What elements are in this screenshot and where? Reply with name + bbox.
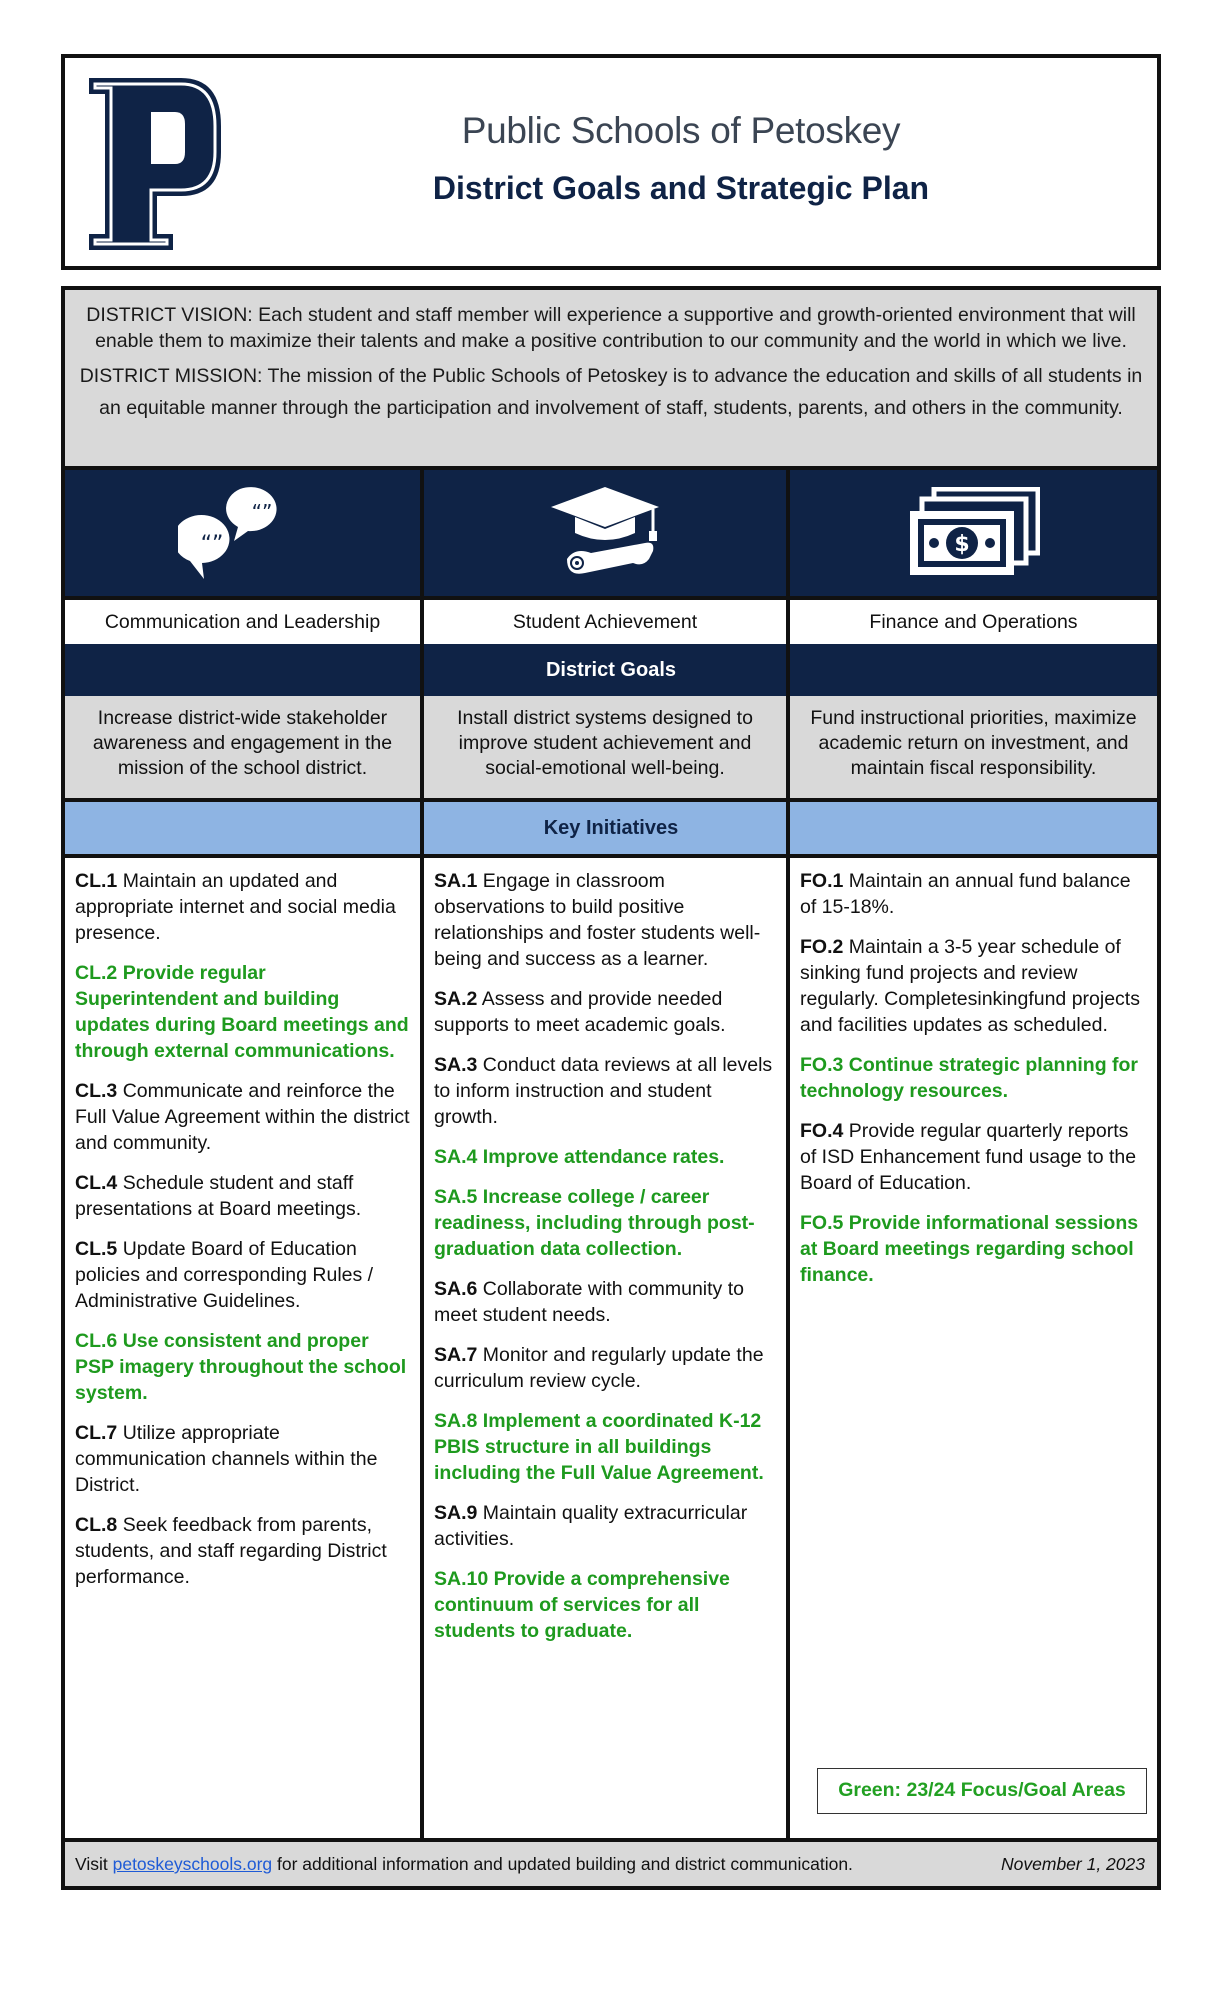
footer-suffix: for additional information and updated building and district communication. [272,1854,853,1874]
list-item: CL.1 Maintain an updated and appropriate internet and social media presence. [75,870,396,944]
initiatives-finance [790,858,1157,1840]
money-stack-icon [908,487,1040,579]
list-item: FO.4 Provide regular quarterly reports of ISD Enhancement fund usage to the Board of Education. [800,1120,1137,1194]
vision-mission-panel [65,290,1157,466]
page-title: District Goals and Strategic Plan [432,170,930,206]
svg-text:“”: “” [200,532,223,557]
list-item: SA.3 Conduct data reviews at all levels to inform instruction and student growth. [434,1054,773,1128]
list-item: FO.5 Provide informational sessions at Board meetings regarding school finance. [800,1212,1139,1286]
achievement-icon-cell [424,470,786,596]
list-item: CL.4 Schedule student and staff presentations at Board meetings. [75,1172,362,1220]
list-item: SA.10 Provide a comprehensive continuum of services for all students to graduate. [434,1568,730,1642]
petoskey-p-logo [85,74,225,254]
initiatives-communication [65,858,420,1840]
column-divider [786,466,790,1842]
list-item: SA.4 Improve attendance rates. [434,1146,725,1168]
list-item: FO.1 Maintain an annual fund balance of 15-18%. [800,870,1131,918]
column-divider [420,466,424,1842]
key-initiatives-header: Key Initiatives [65,802,1157,854]
list-item: SA.8 Implement a coordinated K-12 PBIS structure in all buildings including the Full Value Agreement. [434,1410,764,1484]
list-item: SA.7 Monitor and regularly update the curriculum review cycle. [434,1344,764,1392]
list-item: SA.2 Assess and provide needed supports to meet academic goals. [434,988,726,1036]
list-item: CL.7 Utilize appropriate communication channels within the District. [75,1422,378,1496]
website-link[interactable]: petoskeyschools.org [112,1854,273,1874]
finance-icon-cell [790,470,1157,596]
organization-name: Public Schools of Petoskey [461,110,901,151]
footer-date: November 1, 2023 [1001,1854,1145,1874]
initiatives-achievement [424,858,786,1840]
list-item: FO.2 Maintain a 3-5 year schedule of sinking fund projects and review regularly. Completesinkingfund projects and facilities updates as scheduled. [800,936,1140,1036]
column-label-finance: Finance and Operations [790,600,1157,644]
goal-finance: Fund instructional priorities, maximize academic return on investment, and maintain fiscal responsibility. [790,696,1157,798]
footer-prefix: Visit [75,1854,113,1874]
speech-bubbles-icon [178,485,308,581]
list-item: CL.2 Provide regular Superintendent and building updates during Board meetings and through external communications. [75,962,409,1062]
district-goals-header: District Goals [65,644,1157,696]
goal-achievement: Install district systems designed to improve student achievement and social-emotional well-being. [424,696,786,798]
communication-icon-cell [65,470,420,596]
strategic-plan-table [61,286,1161,1890]
list-item: SA.9 Maintain quality extracurricular activities. [434,1502,748,1550]
svg-text:$: $ [953,532,970,557]
list-item: CL.5 Update Board of Education policies and corresponding Rules / Administrative Guidelines. [75,1238,374,1312]
graduation-cap-icon [545,483,665,583]
list-item: CL.6 Use consistent and proper PSP imagery throughout the school system. [75,1330,407,1404]
list-item: SA.1 Engage in classroom observations to build positive relationships and foster students well-being and success as a learner. [434,870,761,970]
list-item: FO.3 Continue strategic planning for technology resources. [800,1054,1139,1102]
footer [65,1842,1157,1886]
column-label-communication: Communication and Leadership [65,600,420,644]
header-box [61,54,1161,270]
list-item: CL.3 Communicate and reinforce the Full Value Agreement within the district and community. [75,1080,410,1154]
list-item: SA.6 Collaborate with community to meet student needs. [434,1278,744,1326]
svg-text:“”: “” [251,500,272,524]
goal-communication: Increase district-wide stakeholder awareness and engagement in the mission of the school district. [65,696,420,798]
column-label-achievement: Student Achievement [424,600,786,644]
list-item: SA.5 Increase college / career readiness, including through post-graduation data collection. [434,1186,755,1260]
district-mission: DISTRICT MISSION: The mission of the Public Schools of Petoskey is to advance the education and skills of all students in an equitable manner through the participation and involvement of staff, students, parents, and others in the community. [79,365,1143,419]
district-vision: DISTRICT VISION: Each student and staff member will experience a supportive and growth-oriented environment that will enable them to maximize their talents and make a positive contribution to our community and the world in which we live. [86,304,1136,352]
green-status-badge: Green: 23/24 Focus/Goal Areas [817,1768,1147,1814]
list-item: CL.8 Seek feedback from parents, students, and staff regarding District performance. [75,1514,387,1588]
